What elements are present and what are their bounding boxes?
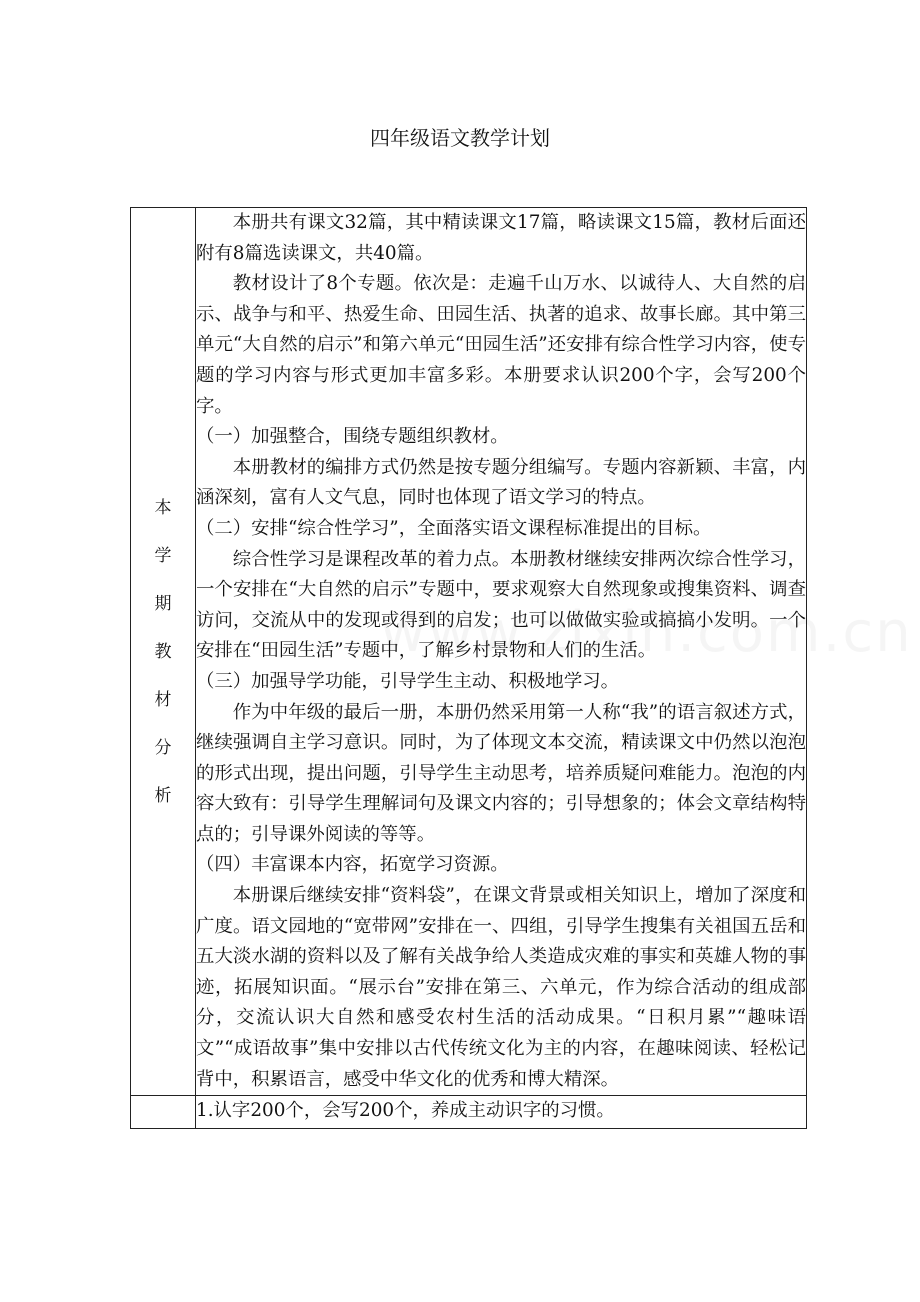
label-char: 本 bbox=[154, 497, 172, 518]
label-char: 析 bbox=[154, 785, 172, 806]
label-char: 期 bbox=[154, 593, 172, 614]
row-label-cell bbox=[131, 1096, 196, 1129]
goal-item: 1.认字200个，会写200个，养成主动识字的习惯。 bbox=[196, 1100, 615, 1122]
teaching-plan-table bbox=[130, 207, 807, 1129]
section-heading: （三）加强导学功能，引导学生主动、积极地学习。 bbox=[196, 670, 619, 692]
paragraph: 本册共有课文32篇，其中精读课文17篇，略读课文15篇，教材后面还附有8篇选读课文，共40篇。 bbox=[196, 212, 806, 264]
analysis-content-cell bbox=[196, 208, 807, 1096]
vertical-label bbox=[131, 484, 195, 820]
paragraph: 综合性学习是课程改革的着力点。本册教材继续安排两次综合性学习，一个安排在“大自然的启示”专题中，要求观察大自然现象或搜集资料、调查访问，交流从中的发现或得到的启发；也可以做做实验或搞搞小发明。一个安排在“田园生活”专题中，了解乡村景物和人们的生活。 bbox=[196, 548, 806, 662]
label-char: 学 bbox=[154, 545, 172, 566]
section-heading: （一）加强整合，围绕专题组织教材。 bbox=[196, 426, 509, 448]
paragraph: 作为中年级的最后一册，本册仍然采用第一人称“我”的语言叙述方式，继续强调自主学习意识。同时，为了体现文本交流，精读课文中仍然以泡泡的形式出现，提出问题，引导学生主动思考，培养质疑问难能力。泡泡的内容大致有：引导学生理解词句及课文内容的；引导想象的；体会文章结构特点的；引导课外阅读的等等。 bbox=[196, 701, 806, 845]
row-label-cell bbox=[131, 208, 196, 1096]
section-heading: （二）安排“综合性学习”，全面落实语文课程标准提出的目标。 bbox=[196, 517, 712, 539]
label-char: 材 bbox=[154, 689, 172, 710]
paragraph: 本册教材的编排方式仍然是按专题分组编写。专题内容新颖、丰富，内涵深刻，富有人文气息，同时也体现了语文学习的特点。 bbox=[196, 456, 806, 509]
paragraph: 教材设计了8个专题。依次是：走遍千山万水、以诚待人、大自然的启示、战争与和平、热爱生命、田园生活、执著的追求、故事长廊。其中第三单元“大自然的启示”和第六单元“田园生活”还安排有综合性学习内容，使专题的学习内容与形式更加丰富多彩。本册要求认识200个字，会写200个字。 bbox=[196, 273, 806, 417]
paragraph: 本册课后继续安排“资料袋”，在课文背景或相关知识上，增加了深度和广度。语文园地的“宽带网”安排在一、四组，引导学生搜集有关祖国五岳和五大淡水湖的资料以及了解有关战争给人类造成灾难的事实和英雄人物的事迹，拓展知识面。“展示台”安排在第三、六单元，作为综合活动的组成部分，交流认识大自然和感受农村生活的活动成果。“日积月累”“趣味语文”“成语故事”集中安排以古代传统文化为主的内容，在趣味阅读、轻松记背中，积累语言，感受中华文化的优秀和博大精深。 bbox=[196, 885, 806, 1090]
section-heading: （四）丰富课本内容，拓宽学习资源。 bbox=[196, 854, 509, 876]
table-row-goals bbox=[131, 1096, 807, 1129]
label-char: 教 bbox=[154, 641, 172, 662]
table-row-textbook-analysis bbox=[131, 208, 807, 1096]
goal-content-cell bbox=[196, 1096, 807, 1129]
page-title: 四年级语文教学计划 bbox=[370, 126, 550, 150]
label-char: 分 bbox=[154, 737, 172, 758]
